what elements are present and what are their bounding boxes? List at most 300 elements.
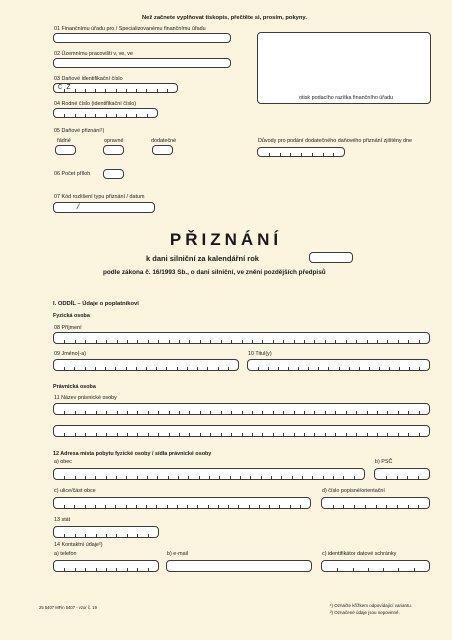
- cell-divider: [116, 534, 117, 537]
- cell-divider: [105, 367, 106, 370]
- cell-divider: [187, 367, 188, 370]
- cell-divider: [419, 340, 420, 343]
- cell-divider: [283, 411, 284, 414]
- cell-divider: [408, 505, 409, 508]
- cell-divider: [96, 411, 97, 414]
- cell-divider: [137, 534, 138, 537]
- cell-divider: [418, 505, 419, 508]
- cell-divider: [178, 476, 179, 479]
- cell-divider: [333, 476, 334, 479]
- cell-divider: [219, 476, 220, 479]
- cell-divider: [250, 476, 251, 479]
- cell-divider: [106, 340, 107, 343]
- cell-divider: [387, 433, 388, 436]
- cell-divider: [188, 476, 189, 479]
- cell-divider: [136, 367, 137, 370]
- cell-divider: [168, 476, 169, 479]
- cell-divider: [117, 340, 118, 343]
- cell-divider: [281, 476, 282, 479]
- field-12d-input[interactable]: [321, 497, 430, 509]
- cell-divider: [126, 114, 127, 117]
- cell-divider: [106, 476, 107, 479]
- cell-divider: [368, 568, 369, 571]
- cell-divider: [354, 476, 355, 479]
- cell-divider: [136, 114, 137, 117]
- cell-divider: [157, 476, 158, 479]
- cell-divider: [200, 340, 201, 343]
- field-07-slash: /: [76, 204, 81, 212]
- cell-divider: [75, 433, 76, 436]
- cell-divider: [177, 367, 178, 370]
- cell-divider: [169, 340, 170, 343]
- cell-divider: [231, 433, 232, 436]
- field-13-input[interactable]: [53, 526, 159, 538]
- cell-divider: [197, 505, 198, 508]
- cell-divider: [221, 411, 222, 414]
- cell-divider: [64, 89, 65, 92]
- cell-divider: [74, 505, 75, 508]
- cell-divider: [294, 411, 295, 414]
- form-subtitle: k dani silniční za kalendářní rok: [146, 254, 259, 263]
- cell-divider: [106, 534, 107, 537]
- cell-divider: [169, 411, 170, 414]
- cell-divider: [278, 367, 279, 370]
- cell-divider: [279, 505, 280, 508]
- cell-divider: [179, 340, 180, 343]
- cell-divider: [273, 411, 274, 414]
- cell-divider: [95, 505, 96, 508]
- cell-divider: [249, 505, 250, 508]
- cell-divider: [269, 153, 270, 156]
- cell-divider: [407, 476, 408, 479]
- field-14b-label: b) e-mail: [167, 551, 188, 557]
- field-06-label: 06 Počet příloh: [54, 171, 91, 177]
- option-dodatecne-label: dodatečné: [151, 138, 177, 144]
- cell-divider: [207, 367, 208, 370]
- field-03-input[interactable]: [53, 83, 178, 93]
- option-radne-checkbox[interactable]: [55, 145, 76, 155]
- field-12a-input[interactable]: [53, 468, 365, 480]
- cell-divider: [386, 505, 387, 508]
- cell-divider: [169, 433, 170, 436]
- cell-divider: [136, 89, 137, 92]
- cell-divider: [298, 367, 299, 370]
- cell-divider: [408, 411, 409, 414]
- cell-divider: [189, 340, 190, 343]
- cell-divider: [127, 568, 128, 571]
- field-14a-label: a) telefon: [54, 551, 77, 557]
- form-legal-basis: podle zákona č. 16/1993 Sb., o dani silniční, ve znění pozdějších předpisů: [103, 269, 326, 276]
- cell-divider: [262, 340, 263, 343]
- cell-divider: [117, 433, 118, 436]
- cell-divider: [156, 367, 157, 370]
- cell-divider: [231, 411, 232, 414]
- cell-divider: [75, 568, 76, 571]
- field-10-input[interactable]: [247, 359, 430, 371]
- cell-divider: [377, 340, 378, 343]
- cell-divider: [96, 534, 97, 537]
- cell-divider: [242, 411, 243, 414]
- dic-prefix: C Z: [58, 84, 71, 92]
- cell-divider: [240, 476, 241, 479]
- field-10-label: 10 Titul(y): [248, 351, 272, 357]
- cell-divider: [333, 505, 334, 508]
- cell-divider: [398, 340, 399, 343]
- cell-divider: [147, 476, 148, 479]
- cell-divider: [259, 505, 260, 508]
- cell-divider: [167, 505, 168, 508]
- cell-divider: [398, 411, 399, 414]
- cell-divider: [328, 367, 329, 370]
- cell-divider: [148, 433, 149, 436]
- cell-divider: [369, 367, 370, 370]
- cell-divider: [221, 433, 222, 436]
- cell-divider: [137, 411, 138, 414]
- cell-divider: [258, 367, 259, 370]
- cell-divider: [127, 340, 128, 343]
- cell-divider: [325, 433, 326, 436]
- cell-divider: [314, 411, 315, 414]
- cell-divider: [116, 476, 117, 479]
- cell-divider: [75, 340, 76, 343]
- field-14c-label: c) identifikátor datové schránky: [322, 551, 397, 557]
- cell-divider: [148, 568, 149, 571]
- cell-divider: [115, 367, 116, 370]
- cell-divider: [343, 505, 344, 508]
- section-1-heading: I. ODDÍL – Údaje o poplatníkovi: [53, 301, 139, 307]
- field-14c-input[interactable]: [321, 560, 430, 572]
- cell-divider: [337, 568, 338, 571]
- natural-person-heading: Fyzická osoba: [53, 313, 90, 319]
- cell-divider: [228, 505, 229, 508]
- cell-divider: [409, 367, 410, 370]
- cell-divider: [106, 433, 107, 436]
- cell-divider: [273, 433, 274, 436]
- cell-divider: [231, 340, 232, 343]
- field-12-label: 12 Adresa místa pobytu fyzické osoby / sídla právnické osoby: [53, 451, 212, 457]
- field-12c-label: c) ulice/část obce: [54, 488, 96, 494]
- cell-divider: [75, 411, 76, 414]
- top-instruction: Než začnete vyplňovat tiskopis, přečtěte si, prosím, pokyny.: [142, 15, 307, 21]
- cell-divider: [208, 505, 209, 508]
- option-opravne-label: opravné: [104, 138, 124, 144]
- cell-divider: [356, 433, 357, 436]
- cell-divider: [64, 367, 65, 370]
- cell-divider: [346, 411, 347, 414]
- cell-divider: [419, 367, 420, 370]
- cell-divider: [85, 568, 86, 571]
- cell-divider: [397, 476, 398, 479]
- cell-divider: [146, 89, 147, 92]
- field-03-label: 03 Daňové identifikační číslo: [54, 76, 123, 82]
- cell-divider: [126, 367, 127, 370]
- cell-divider: [137, 476, 138, 479]
- cell-divider: [283, 340, 284, 343]
- cell-divider: [85, 340, 86, 343]
- cell-divider: [75, 476, 76, 479]
- cell-divider: [349, 367, 350, 370]
- cell-divider: [290, 505, 291, 508]
- field-04-input[interactable]: [53, 108, 158, 118]
- cell-divider: [335, 340, 336, 343]
- cell-divider: [210, 411, 211, 414]
- cell-divider: [85, 114, 86, 117]
- field-14b-input[interactable]: [166, 560, 312, 572]
- cell-divider: [64, 433, 65, 436]
- field-11-label: 11 Název právnické osoby: [54, 395, 117, 401]
- field-14a-input[interactable]: [53, 560, 159, 572]
- cell-divider: [210, 340, 211, 343]
- field-09-label: 09 Jméno(-a): [54, 351, 87, 357]
- cell-divider: [157, 89, 158, 92]
- cell-divider: [156, 505, 157, 508]
- cell-divider: [252, 433, 253, 436]
- cell-divider: [105, 89, 106, 92]
- cell-divider: [365, 505, 366, 508]
- field-12c-input[interactable]: [53, 497, 311, 509]
- cell-divider: [85, 505, 86, 508]
- cell-divider: [64, 476, 65, 479]
- cell-divider: [294, 340, 295, 343]
- field-01-input[interactable]: [53, 33, 231, 43]
- cell-divider: [210, 433, 211, 436]
- cell-divider: [75, 114, 76, 117]
- field-12d-label: d) číslo popisné/orientační: [322, 488, 385, 494]
- cell-divider: [189, 433, 190, 436]
- field-02-input[interactable]: [53, 58, 231, 68]
- cell-divider: [218, 505, 219, 508]
- cell-divider: [414, 568, 415, 571]
- cell-divider: [379, 367, 380, 370]
- cell-divider: [262, 411, 263, 414]
- stamp-area: [257, 32, 431, 104]
- cell-divider: [95, 114, 96, 117]
- field-12b-input[interactable]: [374, 468, 430, 480]
- cell-divider: [387, 340, 388, 343]
- cell-divider: [218, 367, 219, 370]
- cell-divider: [179, 411, 180, 414]
- cell-divider: [268, 367, 269, 370]
- cell-divider: [302, 476, 303, 479]
- cell-divider: [387, 411, 388, 414]
- cell-divider: [116, 114, 117, 117]
- cell-divider: [308, 367, 309, 370]
- tax-year-input[interactable]: [309, 252, 353, 263]
- cell-divider: [126, 89, 127, 92]
- cell-divider: [85, 433, 86, 436]
- cell-divider: [158, 433, 159, 436]
- footnote-1: ¹) Označte křížkem odpovídající variantu.: [330, 603, 413, 608]
- cell-divider: [166, 367, 167, 370]
- cell-divider: [85, 534, 86, 537]
- cell-divider: [146, 367, 147, 370]
- cell-divider: [314, 433, 315, 436]
- cell-divider: [333, 153, 334, 156]
- cell-divider: [95, 89, 96, 92]
- cell-divider: [418, 476, 419, 479]
- cell-divider: [376, 505, 377, 508]
- cell-divider: [146, 505, 147, 508]
- cell-divider: [398, 433, 399, 436]
- stamp-label: otisk podacího razítka finančního úřadu: [299, 95, 394, 101]
- cell-divider: [419, 433, 420, 436]
- cell-divider: [199, 476, 200, 479]
- cell-divider: [197, 367, 198, 370]
- cell-divider: [389, 367, 390, 370]
- cell-divider: [221, 340, 222, 343]
- cell-divider: [238, 505, 239, 508]
- cell-divider: [325, 411, 326, 414]
- cell-divider: [96, 433, 97, 436]
- cell-divider: [177, 505, 178, 508]
- cell-divider: [353, 568, 354, 571]
- cell-divider: [262, 433, 263, 436]
- cell-divider: [283, 433, 284, 436]
- cell-divider: [96, 568, 97, 571]
- cell-divider: [323, 476, 324, 479]
- cell-divider: [346, 340, 347, 343]
- cell-divider: [323, 153, 324, 156]
- cell-divider: [126, 505, 127, 508]
- cell-divider: [85, 89, 86, 92]
- field-12b-label: b) PSČ: [375, 459, 393, 465]
- option-opravne-checkbox[interactable]: [103, 145, 124, 155]
- cell-divider: [95, 476, 96, 479]
- cell-divider: [261, 476, 262, 479]
- cell-divider: [106, 114, 107, 117]
- cell-divider: [397, 505, 398, 508]
- cell-divider: [312, 476, 313, 479]
- cell-divider: [386, 476, 387, 479]
- cell-divider: [189, 411, 190, 414]
- cell-divider: [367, 433, 368, 436]
- cell-divider: [116, 568, 117, 571]
- cell-divider: [346, 433, 347, 436]
- cell-divider: [64, 114, 65, 117]
- cell-divider: [64, 411, 65, 414]
- cell-divider: [200, 411, 201, 414]
- cell-divider: [187, 505, 188, 508]
- cell-divider: [383, 568, 384, 571]
- cell-divider: [356, 411, 357, 414]
- cell-divider: [377, 433, 378, 436]
- cell-divider: [85, 411, 86, 414]
- cell-divider: [105, 505, 106, 508]
- cell-divider: [158, 340, 159, 343]
- cell-divider: [343, 476, 344, 479]
- cell-divider: [179, 433, 180, 436]
- field-01-label: 01 Finančnímu úřadu pro / Specializovanému finančnímu úřadu: [54, 26, 206, 32]
- cell-divider: [273, 340, 274, 343]
- cell-divider: [339, 367, 340, 370]
- field-08-label: 08 Příjmení: [54, 325, 82, 331]
- cell-divider: [242, 340, 243, 343]
- field-07-label: 07 Kód rozlišení typu přiznání / datum: [54, 194, 145, 200]
- field-11-input-line2[interactable]: [53, 425, 430, 437]
- form-code: 25 5407 MFin 5407 - vzor č. 19: [39, 605, 97, 610]
- cell-divider: [126, 476, 127, 479]
- cell-divider: [335, 433, 336, 436]
- cell-divider: [106, 568, 107, 571]
- field-02-label: 02 Územnímu pracovišti v, ve, ve: [54, 51, 133, 57]
- field-13-label: 13 stát: [54, 517, 71, 523]
- cell-divider: [117, 411, 118, 414]
- form-title: PŘIZNÁNÍ: [169, 230, 283, 249]
- cell-divider: [280, 153, 281, 156]
- cell-divider: [408, 433, 409, 436]
- cell-divider: [64, 505, 65, 508]
- cell-divider: [312, 153, 313, 156]
- cell-divider: [167, 89, 168, 92]
- cell-divider: [137, 340, 138, 343]
- cell-divider: [147, 114, 148, 117]
- reason-date-input[interactable]: [257, 147, 345, 157]
- cell-divider: [271, 476, 272, 479]
- cell-divider: [314, 340, 315, 343]
- field-06-input[interactable]: [103, 169, 124, 179]
- cell-divider: [359, 367, 360, 370]
- cell-divider: [304, 433, 305, 436]
- field-07-input[interactable]: [53, 202, 155, 213]
- cell-divider: [127, 534, 128, 537]
- cell-divider: [290, 153, 291, 156]
- cell-divider: [148, 411, 149, 414]
- cell-divider: [148, 340, 149, 343]
- cell-divider: [228, 367, 229, 370]
- cell-divider: [116, 89, 117, 92]
- cell-divider: [209, 476, 210, 479]
- cell-divider: [419, 411, 420, 414]
- cell-divider: [127, 411, 128, 414]
- cell-divider: [408, 340, 409, 343]
- field-11-input-line1[interactable]: [53, 403, 430, 415]
- cell-divider: [74, 367, 75, 370]
- cell-divider: [200, 433, 201, 436]
- cell-divider: [325, 340, 326, 343]
- cell-divider: [64, 534, 65, 537]
- cell-divider: [64, 340, 65, 343]
- field-04-label: 04 Rodné číslo (identifikační číslo): [54, 101, 137, 107]
- cell-divider: [242, 433, 243, 436]
- cell-divider: [304, 411, 305, 414]
- cell-divider: [398, 568, 399, 571]
- cell-divider: [288, 367, 289, 370]
- reason-date-label: Důvody pro podání dodatečného daňového přiznání zjištěny dne: [258, 138, 413, 144]
- cell-divider: [335, 411, 336, 414]
- cell-divider: [367, 340, 368, 343]
- field-05-label: 05 Daňové přiznání¹): [54, 128, 105, 134]
- cell-divider: [356, 340, 357, 343]
- cell-divider: [354, 505, 355, 508]
- cell-divider: [377, 411, 378, 414]
- cell-divider: [95, 367, 96, 370]
- cell-divider: [136, 505, 137, 508]
- field-08-input[interactable]: [53, 332, 430, 344]
- cell-divider: [252, 411, 253, 414]
- cell-divider: [292, 476, 293, 479]
- cell-divider: [304, 340, 305, 343]
- footnote-2: ²) Označené údaje jsou nepovinné.: [330, 610, 400, 615]
- option-dodatecne-checkbox[interactable]: [152, 145, 173, 155]
- field-12a-label: a) obec: [54, 459, 72, 465]
- cell-divider: [137, 568, 138, 571]
- cell-divider: [367, 411, 368, 414]
- cell-divider: [158, 411, 159, 414]
- cell-divider: [96, 340, 97, 343]
- cell-divider: [301, 153, 302, 156]
- field-09-input[interactable]: [53, 359, 239, 371]
- cell-divider: [64, 568, 65, 571]
